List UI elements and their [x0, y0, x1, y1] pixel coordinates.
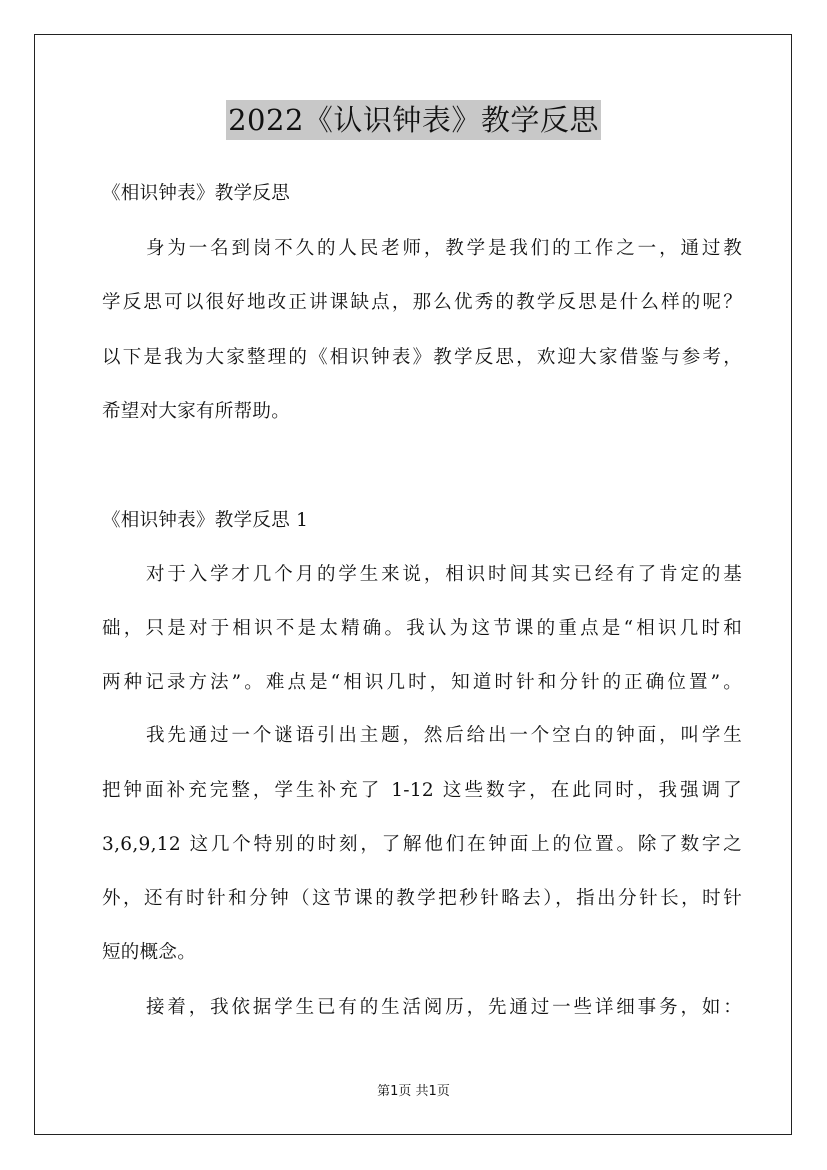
section-heading: 《相识钟表》教学反思 1	[102, 510, 309, 531]
paragraph-line: 我先通过一个谜语引出主题，然后给出一个空白的钟面，叫学生	[146, 725, 742, 746]
document-title: 2022《认识钟表》教学反思	[226, 100, 601, 140]
subtitle-line: 《相识钟表》教学反思	[102, 183, 291, 204]
paragraph-line: 两种记录方法”。难点是“相识几时，知道时针和分针的正确位置”。	[102, 672, 742, 693]
paragraph-line: 对于入学才几个月的学生来说，相识时间其实已经有了肯定的基	[146, 564, 742, 585]
paragraph-line: 身为一名到岗不久的人民老师，教学是我们的工作之一，通过教	[146, 238, 742, 259]
paragraph-line: 3,6,9,12 这几个特别的时刻，了解他们在钟面上的位置。除了数字之	[102, 834, 742, 855]
paragraph-line: 把钟面补充完整，学生补充了 1-12 这些数字，在此同时，我强调了	[102, 780, 742, 801]
paragraph-line: 接着，我依据学生已有的生活阅历，先通过一些详细事务，如：	[146, 997, 742, 1018]
title-container	[0, 100, 827, 140]
paragraph-line: 外，还有时针和分钟（这节课的教学把秒针略去），指出分针长，时针	[102, 888, 742, 909]
paragraph-line: 希望对大家有所帮助。	[102, 401, 291, 422]
page-number-footer: 第1页 共1页	[377, 1084, 450, 1099]
paragraph-line: 短的概念。	[102, 942, 197, 963]
paragraph-line: 以下是我为大家整理的《相识钟表》教学反思，欢迎大家借鉴与参考，	[102, 347, 742, 368]
paragraph-line: 学反思可以很好地改正讲课缺点，那么优秀的教学反思是什么样的呢？	[102, 292, 742, 313]
paragraph-line: 础，只是对于相识不是太精确。我认为这节课的重点是“相识几时和	[102, 618, 742, 639]
